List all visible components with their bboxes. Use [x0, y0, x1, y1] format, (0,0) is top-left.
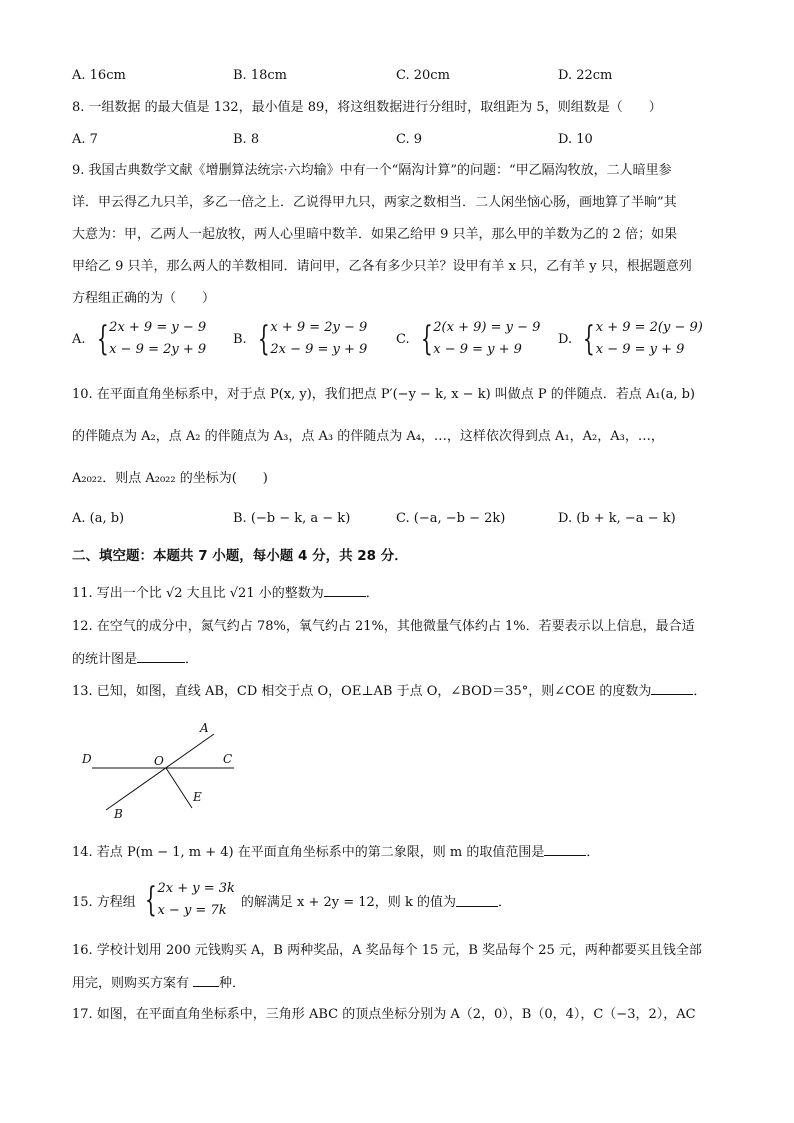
q9-option-d: [558, 317, 703, 361]
brace-icon: {: [144, 880, 157, 920]
q14-end: ．: [586, 845, 600, 860]
option-label: B.: [233, 331, 247, 347]
equation: x + 9 = 2(y − 9): [595, 320, 703, 335]
brace-icon: {: [257, 319, 270, 359]
q12-line-1: 12. 在空气的成分中，氮气约占 78%，氧气约占 21%，其他微量气体约占 1%．若要表示以上信息，最合适: [72, 619, 695, 634]
answer-blank[interactable]: [651, 682, 693, 695]
option-label: C.: [396, 331, 410, 347]
label-c: C: [223, 752, 233, 766]
q9-option-a: [72, 317, 206, 361]
equation: 2x − 9 = y + 9: [270, 342, 368, 357]
q14: [72, 843, 599, 862]
q8-text: 8. 一组数据 的最大值是 132，最小值是 89，将这组数据进行分组时，取组距为 5，则组数是（ ）: [72, 100, 662, 115]
q11-text: 11. 写出一个比 √2 大且比 √21 小的整数为: [72, 586, 324, 601]
q9-line-4: 甲给乙 9 只羊，那么两人的羊数相同．请问甲，乙各有多少只羊？设甲有羊 x 只，乙有羊 y 只，根据题意列: [72, 259, 692, 274]
q10-option-a: A. (a, b): [72, 511, 125, 526]
equation: 2x + 9 = y − 9: [109, 320, 207, 335]
answer-blank[interactable]: [544, 843, 586, 856]
q9-line-3: 大意为：甲，乙两人一起放牧，两人心里暗中数羊．如果乙给甲 9 只羊，那么甲的羊数为乙的 2 倍；如果: [72, 227, 678, 242]
q10-option-d: D. (b + k, −a − k): [558, 511, 676, 526]
q13: [72, 682, 706, 701]
option-label: D.: [558, 331, 573, 347]
q15-end: ．: [497, 894, 511, 910]
q14-text: 14. 若点 P(m − 1, m + 4) 在平面直角坐标系中的第二象限，则 m 的取值范围是: [72, 845, 545, 860]
q8-option-b: B. 8: [233, 132, 260, 147]
q10-option-c: C. (−a, −b − 2k): [396, 511, 506, 526]
equation: x + 9 = 2y − 9: [270, 320, 368, 335]
q17-line-1: 17. 如图，在平面直角坐标系中，三角形 ABC 的顶点坐标分别为 A（2，0），B（0，4），C（−3，2），AC: [72, 1007, 696, 1022]
q16-end: 种．: [219, 976, 246, 991]
q12-text: 的统计图是: [72, 652, 138, 667]
answer-blank[interactable]: [324, 584, 366, 597]
brace-icon: {: [96, 319, 109, 359]
answer-blank[interactable]: [137, 650, 185, 663]
option-label: A.: [72, 331, 86, 347]
q15-text: 15. 方程组: [72, 894, 136, 910]
q16-line-1: 16. 学校计划用 200 元钱购买 A，B 两种奖品，A 奖品每个 15 元，B 奖品每个 25 元，两种都要买且钱全部: [72, 943, 702, 958]
q8-option-a: A. 7: [72, 132, 98, 147]
q7-option-c: C. 20cm: [396, 68, 450, 83]
q15: [72, 878, 511, 922]
q12-line-2: [72, 650, 198, 669]
q10-line-1: 10. 在平面直角坐标系中，对于点 P(x, y)，我们把点 P′(−y − k, x − k) 叫做点 P 的伴随点．若点 A₁(a, b): [72, 387, 696, 402]
q9-line-2: 详．甲云得乙九只羊，多乙一倍之上．乙说得甲九只，两家之数相当．二人闲坐恼心肠，画地算了半晌”其: [72, 195, 677, 210]
brace-icon: {: [420, 319, 433, 359]
q9-line-5: 方程组正确的为（ ）: [72, 291, 216, 306]
q7-option-d: D. 22cm: [558, 68, 613, 83]
q11: [72, 584, 379, 603]
q16-text: 用完，则购买方案有: [72, 976, 190, 991]
q9-option-c: [396, 317, 540, 361]
q16-line-2: [72, 974, 245, 993]
q7-option-a: A. 16cm: [72, 68, 126, 83]
equation: x − y = 7k: [157, 903, 227, 918]
q8-option-d: D. 10: [558, 132, 593, 147]
q10-line-3: A₂₀₂₂．则点 A₂₀₂₂ 的坐标为( ): [72, 471, 268, 486]
ray-oe: [166, 768, 192, 808]
q13-text: 13. 已知，如图，直线 AB，CD 相交于点 O，OE⊥AB 于点 O，∠BOD＝35°，则∠COE 的度数为: [72, 684, 652, 699]
q9-option-b: [233, 317, 367, 361]
answer-blank[interactable]: [193, 974, 219, 987]
equation: 2x + y = 3k: [157, 881, 235, 896]
answer-blank[interactable]: [456, 894, 498, 907]
q13-figure: [76, 712, 246, 824]
q12-end: ．: [185, 652, 199, 667]
q9-line-1: 9. 我国古典数学文献《增删算法统宗·六均输》中有一个“隔沟计算”的问题：“甲乙隔沟牧放，二人暗里参: [72, 163, 672, 178]
label-b: B: [114, 807, 123, 821]
equation: 2(x + 9) = y − 9: [433, 320, 541, 335]
q8-option-c: C. 9: [396, 132, 423, 147]
equation: x − 9 = y + 9: [433, 342, 522, 357]
label-o: O: [154, 754, 164, 768]
brace-icon: {: [582, 319, 595, 359]
q10-line-2: 的伴随点为 A₂，点 A₂ 的伴随点为 A₃，点 A₃ 的伴随点为 A₄，…，这样依次得到点 A₁，A₂，A₃，…，: [72, 429, 664, 444]
equation: x − 9 = y + 9: [595, 342, 685, 357]
q15-condition: 的解满足 x + 2y = 12，则 k 的值为: [240, 894, 456, 910]
q11-end: ．: [365, 586, 379, 601]
q10-option-b: B. (−b − k, a − k): [233, 511, 351, 526]
label-e: E: [193, 790, 202, 804]
section-heading: 二、填空题：本题共 7 小题，每小题 4 分，共 28 分．: [72, 548, 408, 564]
label-a: A: [200, 721, 209, 735]
q13-end: ．: [693, 684, 707, 699]
q7-option-b: B. 18cm: [233, 68, 287, 83]
equation: x − 9 = 2y + 9: [109, 342, 207, 357]
label-d: D: [82, 752, 92, 766]
